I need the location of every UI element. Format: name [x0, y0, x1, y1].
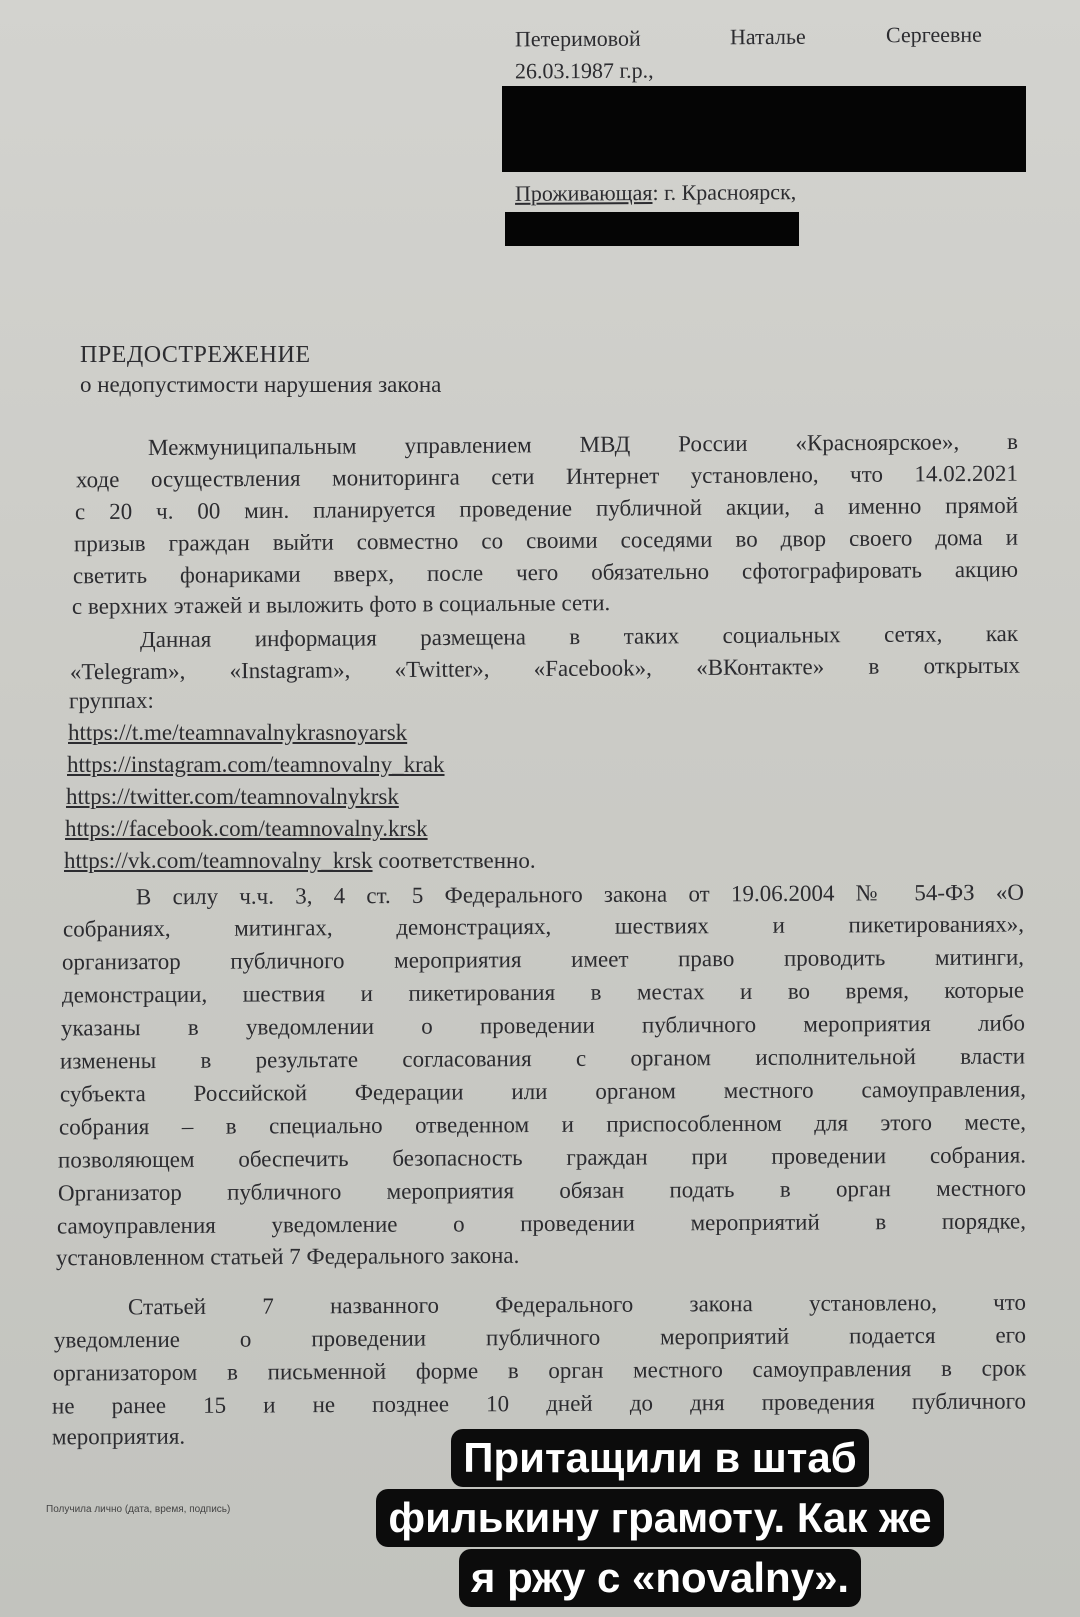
redaction-block [505, 212, 799, 246]
paragraph-line: субъекта Российской Федерации или органом местного самоуправления, [59, 1076, 1027, 1107]
paragraph-line: изменены в результате согласования с органом исполнительной власти [59, 1043, 1026, 1074]
paragraph-line: не ранее 15 и не позднее 10 дней до дня проведения публичного [51, 1388, 1027, 1419]
document-title: ПРЕДОСТРЕЖЕНИЕ [80, 342, 311, 368]
paragraph-line: ходе осуществления мониторинга сети Интернет установлено, что 14.02.2021 [75, 460, 1019, 493]
signature-line: Получила лично (дата, время, подпись) [46, 1504, 231, 1515]
paragraph-line: установленном статьей 7 Федерального закона. [55, 1242, 520, 1271]
caption-line: филькину грамоту. Как же [376, 1489, 943, 1547]
recipient-patronymic: Сергеевне [885, 21, 982, 48]
paragraph-line: уведомление о проведении публичного мероприятий подается его [53, 1322, 1027, 1353]
telegram-link: https://t.me/teamnavalnykrasnoyarsk [68, 720, 408, 745]
paragraph-line: В силу ч.ч. 3, 4 ст. 5 Федерального закона от 19.06.2004 № 54-ФЗ «О [135, 879, 1025, 910]
paragraph-line: собрания – в специально отведенном и приспособленном для этого месте, [58, 1109, 1027, 1140]
residence-value: : г. Красноярск, [652, 179, 797, 206]
paragraph-line: Межмуниципальным управлением МВД России «Красноярское», в [147, 428, 1019, 461]
paragraph-line: Статьей 7 названного Федерального закона установлено, что [127, 1289, 1027, 1320]
paragraph-line: организатором в письменной форме в орган местного самоуправления в срок [52, 1355, 1027, 1386]
paragraph-line: собраниях, митингах, демонстрациях, шествиях и пикетированиях», [62, 911, 1025, 942]
paragraph-line: мероприятия. [51, 1423, 186, 1450]
vk-link: https://vk.com/teamnovalny_krsk [64, 848, 373, 873]
instagram-link: https://instagram.com/teamnovalny_krak [67, 752, 445, 777]
vk-link-line [64, 846, 536, 876]
paragraph-line: Организатор публичного мероприятия обязан подать в орган местного [57, 1175, 1027, 1206]
paragraph-line: организатор публичного мероприятия имеет право проводить митинги, [61, 944, 1025, 975]
residence-label: Проживающая [514, 180, 653, 206]
paragraph-line: демонстрации, шествия и пикетирования в местах и во время, которые [61, 977, 1025, 1008]
paragraph-line: с верхних этажей и выложить фото в социальные сети. [71, 590, 611, 619]
paragraph-line: «Telegram», «Instagram», «Twitter», «Facebook», «ВКонтакте» в открытых [69, 652, 1021, 685]
paragraph-line: указаны в уведомлении о проведении публичного мероприятия либо [60, 1010, 1026, 1041]
recipient-name: Наталье [729, 23, 806, 50]
paragraph-line: группах: [68, 687, 154, 714]
story-caption [330, 1428, 990, 1608]
paragraph-line: позволяющем обеспечить безопасность граждан при проведении собрания. [57, 1142, 1027, 1173]
document-subtitle: о недопустимости нарушения закона [80, 372, 442, 397]
links-suffix: соответственно. [372, 848, 536, 873]
twitter-link: https://twitter.com/teamnovalnykrsk [66, 784, 399, 809]
paragraph-line: светить фонариками вверх, после чего обязательно сфотографировать акцию [72, 556, 1019, 589]
paragraph-line: самоуправления уведомление о проведении мероприятий в порядке, [56, 1208, 1027, 1239]
recipient-surname: Петеримовой [514, 25, 641, 52]
redaction-block [502, 86, 1026, 172]
paragraph-line: призыв граждан выйти совместно со своими соседями во двор своего дома и [73, 524, 1019, 557]
facebook-link: https://facebook.com/teamnovalny.krsk [65, 816, 428, 841]
recipient-birthdate: 26.03.1987 г.р., [514, 57, 654, 84]
caption-line: я ржу с «novalny». [459, 1549, 861, 1607]
residence-line [515, 177, 796, 209]
paragraph-line: с 20 ч. 00 мин. планируется проведение публичной акции, а именно прямой [74, 492, 1019, 525]
paragraph-line: Данная информация размещена в таких социальных сетях, как [139, 620, 1019, 653]
caption-line: Притащили в штаб [451, 1429, 868, 1487]
